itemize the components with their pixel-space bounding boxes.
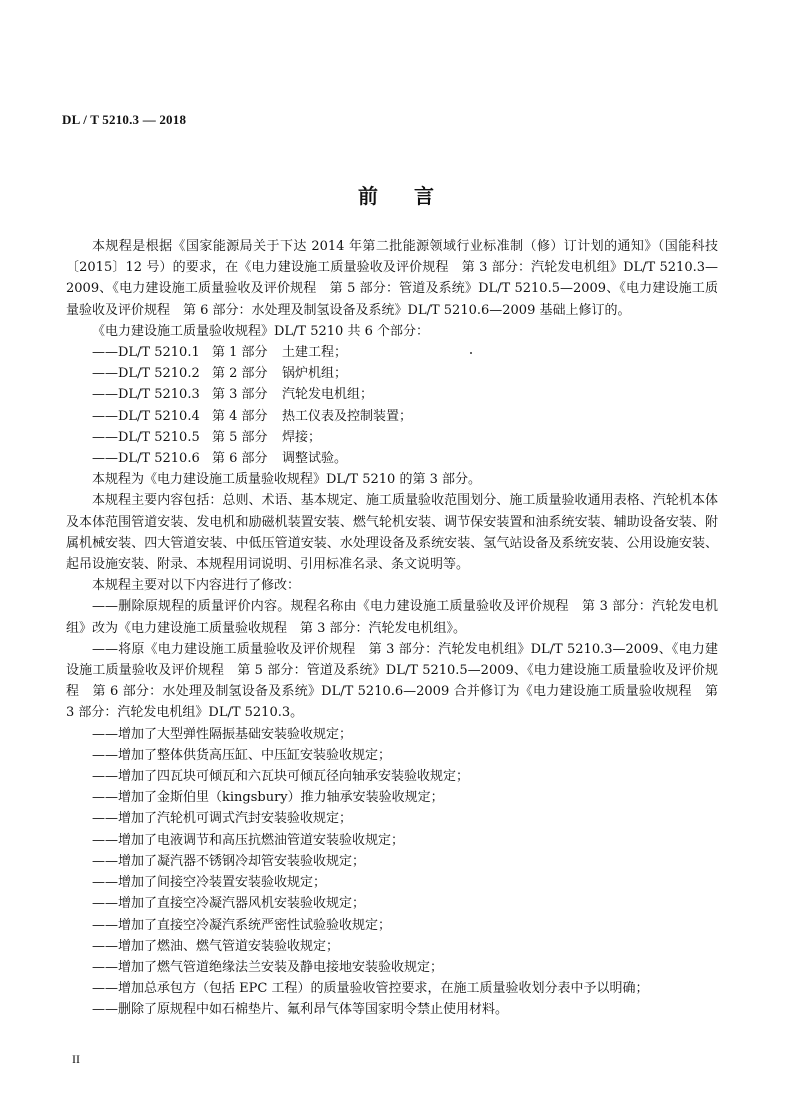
change-item: ——增加了凝汽器不锈钢冷却管安装验收规定；	[92, 853, 366, 869]
part-label: 第 4 部分	[212, 408, 268, 424]
change-item: ——增加了直接空冷凝汽系统严密性试验验收规定；	[92, 917, 392, 933]
part-item	[66, 363, 718, 384]
intro-paragraph: 本规程是根据《国家能源局关于下达 2014 年第二批能源领域行业标准制（修）订计划的通知》（国能科技〔2015〕12 号）的要求，在《电力建设施工质量验收及评价规程 第 3 部分：汽轮发电机组》DL/T 5210.3—2009、《电力建设施工质量验收及评价规程 第 5 部分：管道及系统》DL/T 5210.5—2009、《电力建设施工质量验收及评价规程 第 6 部分：水处理及制氢设备及系统》DL/T 5210.6—2009 基础上修订的。	[66, 239, 718, 318]
change-item: ——增加了燃油、燃气管道安装验收规定；	[92, 938, 340, 954]
part-code: ——DL/T 5210.2	[92, 366, 200, 382]
part-name: 汽轮发电机组；	[282, 387, 374, 403]
part-name: 热工仪表及控制装置；	[282, 408, 413, 424]
part-name: 焊接；	[282, 429, 322, 445]
page-number: II	[72, 1052, 80, 1066]
change-item: ——增加了大型弹性隔振基础安装验收规定；	[92, 726, 353, 742]
body-paragraph: 本规程主要内容包括：总则、术语、基本规定、施工质量验收范围划分、施工质量验收通用表格、汽轮机本体及本体范围管道安装、发电机和励磁机装置安装、燃气轮机安装、调节保安装置和油系统安装、辅助设备安装、附属机械安装、四大管道安装、中低压管道安装、水处理设备及系统安装、氢气站设备及系统安装、公用设施安装、起吊设施安装、附录、本规程用词说明、引用标准名录、条文说明等。	[66, 493, 718, 573]
part-item	[66, 342, 718, 363]
body-paragraph: 本规程主要对以下内容进行了修改：	[92, 578, 301, 594]
part-name: 锅炉机组；	[282, 366, 348, 382]
body-paragraph: ——将原《电力建设施工质量验收及评价规程 第 3 部分：汽轮发电机组》DL/T 5210.3—2009、《电力建设施工质量验收及评价规程 第 5 部分：管道及系统》DL/T 5210.5—2009、《电力建设施工质量验收及评价规程 第 6 部分：水处理及制氢设备及系统》DL/T 5210.6—2009 合并修订为《电力建设施工质量验收规程 第 3 部分：汽轮发电机组》DL/T 5210.3。	[66, 641, 718, 721]
part-code: ——DL/T 5210.6	[92, 451, 200, 467]
part-name: 调整试验。	[282, 451, 348, 467]
change-item: ——增加了汽轮机可调式汽封安装验收规定；	[92, 811, 353, 827]
part-label: 第 1 部分	[212, 345, 268, 361]
part-code: ——DL/T 5210.3	[92, 387, 200, 403]
part-item	[66, 406, 718, 427]
intro-paragraph: 《电力建设施工质量验收规程》DL/T 5210 共 6 个部分：	[92, 323, 429, 339]
change-item: ——增加了间接空冷装置安装验收规定；	[92, 875, 327, 891]
change-item: ——增加总承包方（包括 EPC 工程）的质量验收管控要求，在施工质量验收划分表中予以明确；	[92, 981, 649, 997]
change-item: ——删除了原规程中如石棉垫片、氟利昂气体等国家明令禁止使用材料。	[92, 1002, 509, 1018]
part-code: ——DL/T 5210.5	[92, 429, 200, 445]
part-name: 土建工程；	[282, 345, 348, 361]
part-item	[66, 427, 718, 448]
change-item: ——增加了电液调节和高压抗燃油管道安装验收规定；	[92, 832, 405, 848]
part-code: ——DL/T 5210.1	[92, 345, 200, 361]
change-item: ——增加了燃气管道绝缘法兰安装及静电接地安装验收规定；	[92, 959, 444, 975]
part-item	[66, 384, 718, 405]
part-label: 第 2 部分	[212, 366, 268, 382]
change-item: ——增加了四瓦块可倾瓦和六瓦块可倾瓦径向轴承安装验收规定；	[92, 769, 470, 785]
page-title: 前言	[358, 184, 470, 208]
part-label: 第 6 部分	[212, 451, 268, 467]
part-label: 第 5 部分	[212, 429, 268, 445]
body-paragraph: ——删除原规程的质量评价内容。规程名称由《电力建设施工质量验收及评价规程 第 3 部分：汽轮发电机组》改为《电力建设施工质量验收规程 第 3 部分：汽轮发电机组》。	[66, 599, 718, 636]
part-item	[66, 448, 718, 469]
change-item: ——增加了金斯伯里（kingsbury）推力轴承安装验收规定；	[92, 790, 444, 806]
change-item: ——增加了整体供货高压缸、中压缸安装验收规定；	[92, 747, 392, 763]
body-paragraph: 本规程为《电力建设施工质量验收规程》DL/T 5210 的第 3 部分。	[92, 472, 481, 488]
change-item: ——增加了直接空冷凝汽器风机安装验收规定；	[92, 896, 366, 912]
document-code: DL / T 5210.3 — 2018	[62, 112, 187, 127]
part-label: 第 3 部分	[212, 387, 268, 403]
part-code: ——DL/T 5210.4	[92, 408, 200, 424]
document-body	[66, 236, 718, 1021]
